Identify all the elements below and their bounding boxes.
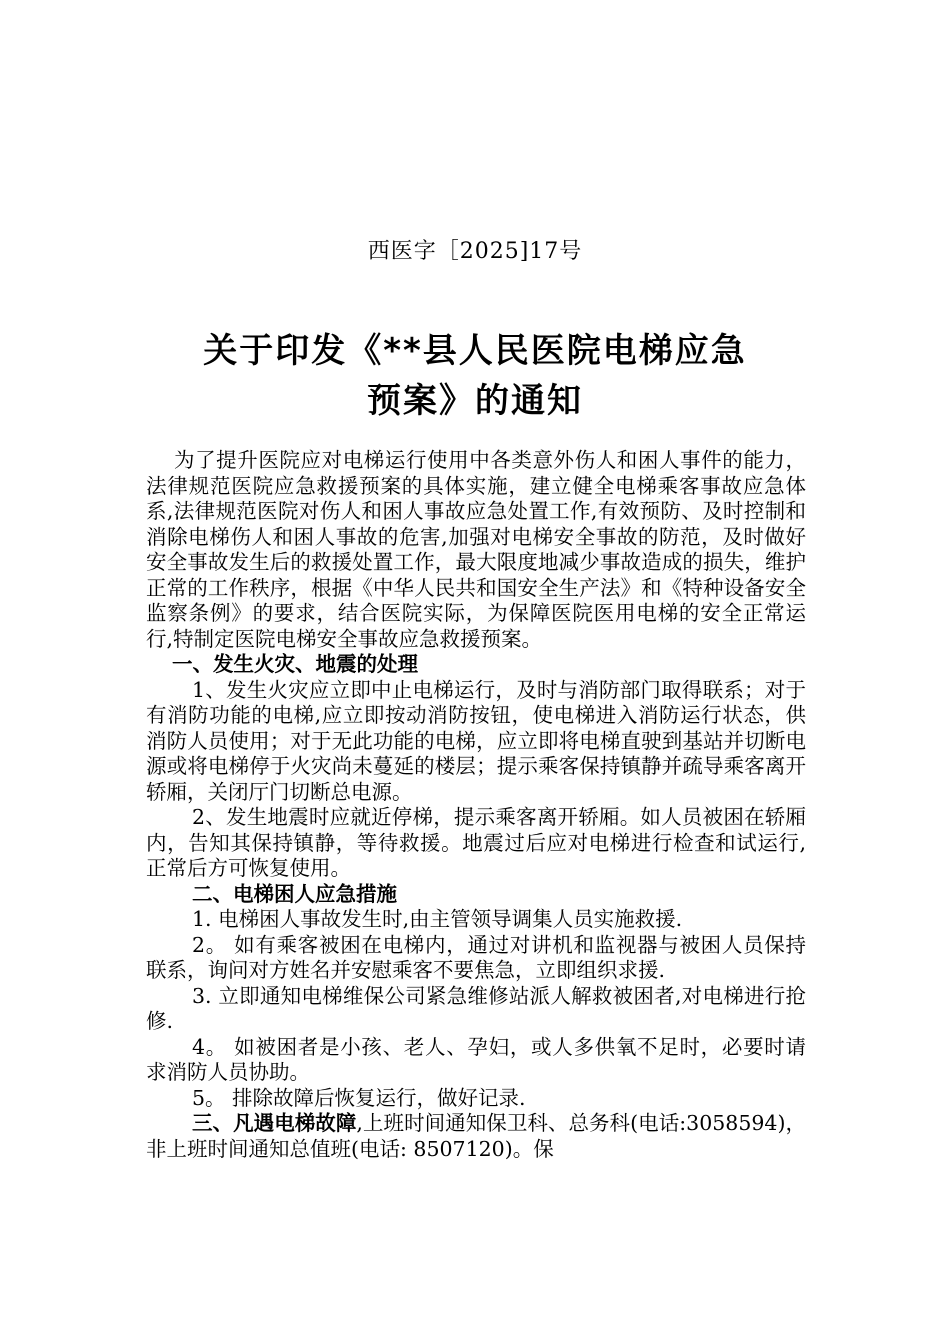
document-title <box>0 326 950 426</box>
intro-paragraph: 为了提升医院应对电梯运行使用中各类意外伤人和困人事件的能力，法律规范医院应急救援预案的具体实施，建立健全电梯乘客事故应急体系,法律规范医院对伤人和困人事故应急处置工作,有效预防、及时控制和消除电梯伤人和困人事故的危害,加强对电梯安全事故的防范，及时做好安全事故发生后的救援处置工作，最大限度地减少事故造成的损失，维护正常的工作秩序，根据《中华人民共和国安全生产法》和《特种设备安全监察条例》的要求，结合医院实际，为保障医院医用电梯的安全正常运行,特制定医院电梯安全事故应急救援预案。 <box>146 448 806 651</box>
section1-item-2: 2、发生地震时应就近停梯，提示乘客离开轿厢。如人员被困在轿厢内，告知其保持镇静，等待救援。地震过后应对电梯进行检查和试运行,正常后方可恢复使用。 <box>146 805 806 880</box>
title-line-2: 预案》的通知 <box>367 381 583 421</box>
section2-item-3: 3. 立即通知电梯维保公司紧急维修站派人解救被困者,对电梯进行抢修. <box>146 983 806 1033</box>
document-body <box>146 448 806 1162</box>
section3-paragraph <box>146 1111 806 1162</box>
section2-item-1: 1. 电梯困人事故发生时,由主管领导调集人员实施救援. <box>192 907 683 931</box>
document-number: 西医字［2025]17号 <box>367 239 583 264</box>
section3-heading: 三、凡遇电梯故障 <box>192 1111 357 1135</box>
section2-heading: 二、电梯困人应急措施 <box>192 881 397 906</box>
section1-item-1: 1、发生火灾应立即中止电梯运行，及时与消防部门取得联系；对于有消防功能的电梯,应立即按动消防按钮，使电梯进入消防运行状态，供消防人员使用；对于无此功能的电梯，应立即将电梯直驶到基站并切断电源或将电梯停于火灾尚未蔓延的楼层；提示乘客保持镇静并疏导乘客离开轿厢，关闭厅门切断总电源。 <box>146 677 806 804</box>
title-line-1: 关于印发《**县人民医院电梯应急 <box>203 331 747 371</box>
section3-text: ,上班时间通知保卫科、总务科(电话:3058594)，非上班时间通知总值班(电话: 8507120)。保 <box>146 1111 807 1161</box>
section2-item-4: 4。 如被困者是小孩、老人、孕妇，或人多供氧不足时，必要时请求消防人员协助。 <box>146 1034 806 1084</box>
section1-heading: 一、发生火灾、地震的处理 <box>172 652 418 676</box>
section2-item-2: 2。 如有乘客被困在电梯内，通过对讲机和监视器与被困人员保持联系，询问对方姓名并安慰乘客不要焦急，立即组织求援. <box>146 932 806 982</box>
section2-item-5: 5。 排除故障后恢复运行，做好记录. <box>192 1085 526 1110</box>
